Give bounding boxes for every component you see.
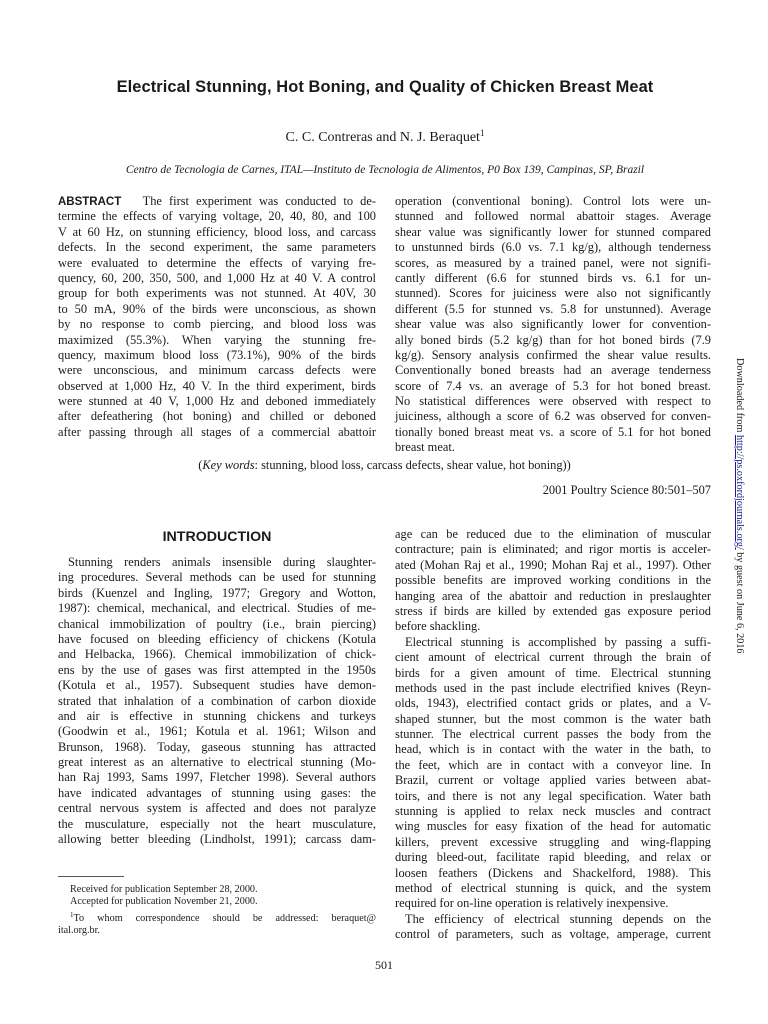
- abstract-line: to 50 mA, 90% of the birds were unconscious, as shown: [58, 301, 376, 316]
- intro-line: han Raj 1993, Sams 1997, Fletcher 1998). Several authors: [58, 770, 376, 785]
- intro-line: have indicated advantages of stunning using gases: the: [58, 785, 376, 800]
- author-footnote-marker: 1: [479, 128, 485, 138]
- abstract-label: ABSTRACT: [58, 196, 122, 208]
- download-notice: [732, 358, 746, 654]
- intro-line: (Goodwin et al., 1961; Kotula et al. 1961; Wilson and: [58, 724, 376, 739]
- abstract-line: score of 7.4 vs. an average of 5.3 for hot boned breast.: [395, 378, 711, 393]
- abstract-line: V at 60 Hz, on stunning efficiency, blood loss, and carcass: [58, 224, 376, 239]
- intro-line: the feet, which are in contact with a conveyor line. In: [395, 757, 711, 772]
- abstract-line: defects. In the second experiment, the same parameters: [58, 240, 376, 255]
- abstract-line: stunned and followed normal abattoir stages. Average: [395, 209, 711, 224]
- intro-line: possible benefits are improved working conditions in the: [395, 573, 711, 588]
- abstract-text: The first experiment was conducted to de-: [142, 194, 376, 208]
- abstract-line: were evaluated to determine the effects of varying fre-: [58, 255, 376, 270]
- abstract-line: No statistical differences were observed with respect to: [395, 394, 711, 409]
- journal-citation: 2001 Poultry Science 80:501–507: [542, 483, 711, 497]
- intro-line: control of parameters, such as voltage, amperage, current: [395, 927, 711, 942]
- intro-line: required for on-line operation is relatively inexpensive.: [395, 896, 669, 911]
- abstract-line: operation (conventional boning). Control lots were un-: [395, 194, 711, 208]
- footnote-marker: 1: [70, 910, 74, 919]
- intro-line: allowing better bleeding (Lindholst, 1991); carcass dam-: [58, 832, 376, 847]
- intro-line: age can be reduced due to the elimination of muscular: [395, 527, 711, 541]
- intro-line: toirs, and there is not any legal specification. Water bath: [395, 788, 711, 803]
- intro-line: methods used in the past include electrified knives (Reyn-: [395, 680, 711, 695]
- abstract-line: were unconscious, and minimum carcass defects were: [58, 363, 376, 378]
- abstract-line: different (5.5 for stunned vs. 5.8 for unstunned). Average: [395, 301, 711, 316]
- intro-line: Electrical stunning is accomplished by passing a suffi-: [405, 634, 711, 649]
- footnote-divider: [58, 876, 124, 877]
- intro-line: wing muscles for easy fixation of the head for automatic: [395, 819, 711, 834]
- abstract-left-column: [58, 194, 376, 440]
- paper-title: Electrical Stunning, Hot Boning, and Quality of Chicken Breast Meat: [116, 78, 654, 96]
- intro-line: birds (Kuenzel and Ingling, 1977; Gregory and Wotton,: [58, 585, 376, 600]
- abstract-line: breast meat.: [395, 440, 455, 455]
- intro-line: shaped stunner, but the most common is the water bath: [395, 711, 711, 726]
- abstract-line: shear value was significantly lower for stunned compared: [395, 224, 711, 239]
- affiliation: Centro de Tecnologia de Carnes, ITAL—Instituto de Tecnologia de Alimentos, P0 Box 139, Campinas, SP, Brazil: [125, 164, 645, 176]
- intro-line: killers, prevent excessive struggling and wing-flapping: [395, 834, 711, 849]
- authors: C. C. Contreras and N. J. Beraquet: [285, 130, 480, 145]
- intro-line: have focused on bleeding efficiency of chickens (Kotula: [58, 631, 376, 646]
- download-notice-suffix: by guest on June 6, 2016: [734, 549, 745, 654]
- intro-line: Stunning renders animals insensible during slaughter-: [68, 555, 376, 569]
- intro-line: olds, 1943), electrified contact grids or plates, and a V-: [395, 696, 711, 711]
- abstract-line: after defeathering (hot boning) and chilled or deboned: [58, 409, 376, 424]
- section-heading-introduction: INTRODUCTION: [162, 529, 272, 545]
- intro-line: before shackling.: [395, 619, 481, 634]
- abstract-line: kg/g). Sensory analysis confirmed the shear value results.: [395, 347, 711, 362]
- intro-line: loosen feathers (Dickens and Shackelford, 1988). This: [395, 865, 711, 880]
- abstract-right-column: [395, 194, 711, 456]
- intro-line: during bleed-out, facilitate rapid bleeding, and relax or: [395, 850, 711, 865]
- keywords-list: : stunning, blood loss, carcass defects, shear value, hot boning)): [254, 458, 571, 472]
- abstract-line: cantly different (6.6 for stunned birds vs. 6.1 for un-: [395, 270, 711, 285]
- keywords: [58, 458, 711, 473]
- intro-line: central nervous system is affected and does not paralyze: [58, 801, 376, 816]
- intro-line: ated (Mohan Raj et al., 1990; Mohan Raj et al., 1997). Other: [395, 557, 711, 572]
- footnotes: [58, 884, 376, 938]
- page-number: 501: [375, 958, 393, 972]
- footnote-correspondence: [58, 909, 376, 925]
- abstract-line: ally boned birds (5.2 kg/g) than for hot boned birds (7.9: [395, 332, 711, 347]
- intro-line: Brunson, 1968). Today, gaseous stunning has attracted: [58, 739, 376, 754]
- intro-line: 1987): chemical, mechanical, and electrical. Studies of me-: [58, 601, 376, 616]
- abstract-line: scores, as measured by a trained panel, were not signifi-: [395, 255, 711, 270]
- abstract-line: observed at 1,000 Hz, 40 V. In the third experiment, birds: [58, 378, 376, 393]
- intro-line: stunning is applied to relax neck muscles and contract: [395, 804, 711, 819]
- intro-left-column: [58, 555, 376, 847]
- abstract-line: termine the effects of varying voltage, 20, 40, 80, and 100: [58, 209, 376, 224]
- abstract-line: after passing through all stages of a commercial abattoir: [58, 424, 376, 439]
- footnote-email-continuation: ital.org.br.: [58, 925, 100, 937]
- abstract-line: shear value was also significantly lower for convention-: [395, 317, 711, 332]
- intro-line: and Helbacka, 1966). Chemical immobilization of chick-: [58, 647, 376, 662]
- intro-line: stunner. The electrical current passes the body from the: [395, 727, 711, 742]
- abstract-line: [58, 194, 376, 209]
- intro-line: (Kotula et al., 1957). Subsequent studies have demon-: [58, 678, 376, 693]
- intro-line: and air is effective in stunning chickens and turkeys: [58, 708, 376, 723]
- footnote-received: Received for publication September 28, 2000.: [70, 884, 258, 895]
- abstract-line: by no response to comb piercing, and blood loss was: [58, 317, 376, 332]
- download-notice-prefix: Downloaded from: [734, 358, 745, 435]
- intro-line: contracture; pain is eliminated; and rigor mortis is acceler-: [395, 542, 711, 557]
- intro-line: hanging area of the abattoir and reduction in preslaughter: [395, 588, 711, 603]
- abstract-line: juiciness, although a score of 6.2 was observed for conven-: [395, 409, 711, 424]
- intro-line: strated that inhalation of a combination of carbon dioxide: [58, 693, 376, 708]
- intro-line: ing procedures. Several methods can be used for stunning: [58, 570, 376, 585]
- intro-line: ens by the use of gases was first attempted in the 1950s: [58, 662, 376, 677]
- abstract-line: to unstunned birds (6.0 vs. 7.1 kg/g), although tenderness: [395, 240, 711, 255]
- author-line: [40, 128, 730, 146]
- keywords-label: Key words: [202, 458, 255, 472]
- abstract-line: Conventionally boned breasts had an average tenderness: [395, 363, 711, 378]
- intro-line: method of electrical stunning is quick, and the system: [395, 880, 711, 895]
- footnote-accepted: Accepted for publication November 21, 2000.: [70, 896, 258, 908]
- abstract-line: stunned). Scores for juiciness were also not significantly: [395, 286, 711, 301]
- intro-line: Brazil, current or voltage applied varies between abat-: [395, 773, 711, 788]
- intro-line: head, which is in contact with the water in the bath, to: [395, 742, 711, 757]
- abstract-line: quency, maximum blood loss (73.1%), 90% of the birds: [58, 347, 376, 362]
- abstract-line: were stunned at 40 V, 1,000 Hz and deboned immediately: [58, 394, 376, 409]
- intro-line: chanical immobilization of poultry (i.e., brain piercing): [58, 616, 376, 631]
- footnote-correspondence-text: To whom correspondence should be addressed: beraquet@: [73, 912, 376, 924]
- intro-line: the musculature, especially not the heart musculature,: [58, 816, 376, 831]
- download-watermark: [736, 358, 756, 678]
- abstract-line: tionally boned breast meat vs. a score of 5.1 for hot boned: [395, 424, 711, 439]
- intro-line: great interest as an alternative to electrical stunning (Mo-: [58, 755, 376, 770]
- intro-line: birds for a given amount of time. Electrical stunning: [395, 665, 711, 680]
- abstract-line: quency, 60, 200, 350, 500, and 1,000 Hz at 40 V. A control: [58, 270, 376, 285]
- intro-line: The efficiency of electrical stunning depends on the: [405, 911, 711, 926]
- abstract-line: group for both experiments was not stunned. At 40V, 30: [58, 286, 376, 301]
- intro-line: cient amount of electrical current through the brain of: [395, 650, 711, 665]
- journal-site-link[interactable]: http://ps.oxfordjournals.org/: [734, 434, 745, 550]
- abstract-line: maximized (55.3%). When varying the stunning fre-: [58, 332, 376, 347]
- keywords-open-paren: (: [198, 458, 203, 472]
- intro-line: stress if birds are killed by extended gas exposure period: [395, 603, 711, 618]
- intro-right-column: [395, 527, 711, 943]
